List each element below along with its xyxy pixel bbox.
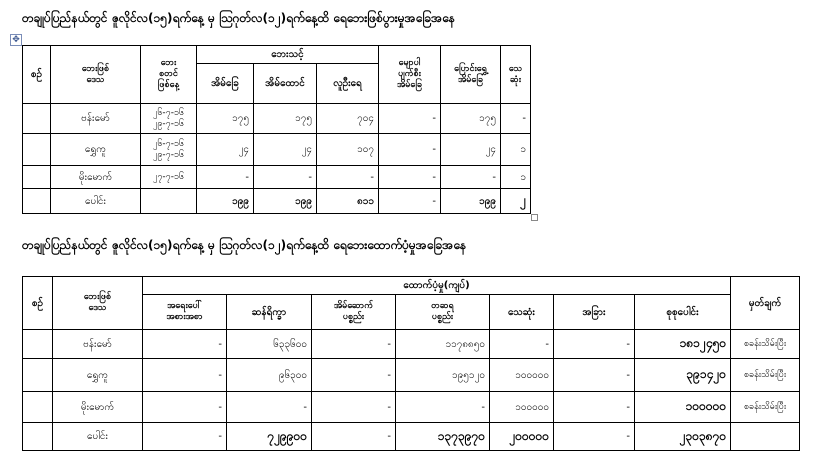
- row-other: -: [554, 392, 635, 423]
- row-persons: ၁၀၇: [317, 134, 379, 166]
- row-household-goods: -: [312, 330, 396, 359]
- col-header-other: အခြား: [554, 295, 635, 330]
- table-row: [23, 134, 531, 166]
- total-other: -: [554, 423, 635, 451]
- row-sum: ၁၈၁၂၄၅၀: [635, 330, 731, 359]
- row-rice: -: [227, 392, 312, 423]
- flood-incident-table: [22, 45, 531, 214]
- col-header-no: စဥ်: [23, 277, 53, 330]
- row-moved-homes: -: [441, 166, 501, 189]
- row-households: -: [197, 166, 254, 189]
- col-header-persons: လူဦးရေ: [317, 64, 379, 104]
- col-header-affected: ဘေးသင့်: [197, 46, 379, 64]
- col-header-food: အရေးပေါ် အစားအစာ: [143, 295, 227, 330]
- row-no: [23, 104, 51, 134]
- row-deaths: ၁: [501, 166, 531, 189]
- table1-title: တချုပ်ပြည်နယ်တွင် ဇူလိုင်လ(၁၅)ရက်နေ့ မှ ဩဂုတ်လ(၁၂)ရက်နေ့ထိ ရေဘေးဖြစ်ပွားမှုအခြေအနေ: [22, 11, 455, 25]
- row-food: -: [143, 359, 227, 392]
- row-date: ၂၆-၇-၁၆ ၂၉-၇-၁၆: [141, 104, 197, 134]
- row-other: -: [554, 330, 635, 359]
- row-families: ၂၄: [254, 134, 317, 166]
- row-no: [23, 392, 53, 423]
- row-no: [23, 166, 51, 189]
- total-row: [23, 189, 531, 214]
- table-row: [23, 330, 800, 359]
- col-header-deaths: သေ ဆုံး: [501, 46, 531, 104]
- row-death-aid: ၁၀၀၀၀၀: [490, 392, 554, 423]
- table-resize-handle[interactable]: [531, 214, 538, 221]
- row-remarks: စခန်းသိမ်းပြီး: [731, 392, 800, 423]
- total-households: ၁၉၉: [197, 189, 254, 214]
- row-rice: ၉၆၃၀၀: [227, 359, 312, 392]
- row-place: မိုးမောက်: [51, 166, 141, 189]
- row-families: -: [254, 166, 317, 189]
- col-header-death-aid: သေဆုံး: [490, 295, 554, 330]
- row-death-aid: -: [490, 330, 554, 359]
- row-place: ဗန်းမော်: [51, 104, 141, 134]
- total-death-aid: ၂၀၀၀၀၀: [490, 423, 554, 451]
- row-other: -: [554, 359, 635, 392]
- row-lost-homes: -: [379, 134, 441, 166]
- table-row: [23, 166, 531, 189]
- total-row: [23, 423, 800, 451]
- row-food: -: [143, 330, 227, 359]
- row-deaths: ၁: [501, 134, 531, 166]
- row-place: ဗန်းမော်: [53, 330, 143, 359]
- col-header-rice: ဆန်ရိက္ခာ: [227, 295, 312, 330]
- total-misc-goods: ၁၃၇၃၉၇၀: [396, 423, 490, 451]
- total-no: [23, 423, 53, 451]
- total-date: [141, 189, 197, 214]
- total-sum: ၂၃၀၃၈၇၀: [635, 423, 731, 451]
- row-place: ရွှေကူ: [53, 359, 143, 392]
- col-header-families: အိမ်ထောင်: [254, 64, 317, 104]
- row-sum: ၃၉၁၄၂၀: [635, 359, 731, 392]
- row-remarks: စခန်းသိမ်းပြီး: [731, 359, 800, 392]
- row-place: ရွှေကူ: [51, 134, 141, 166]
- table-row: [23, 104, 531, 134]
- col-header-households: အိမ်ခြေ: [197, 64, 254, 104]
- row-deaths: -: [501, 104, 531, 134]
- row-date: ၂၆-၇-၁၆ ၂၉-၇-၁၆: [141, 134, 197, 166]
- total-household-goods: -: [312, 423, 396, 451]
- total-lost-homes: -: [379, 189, 441, 214]
- row-persons: -: [317, 166, 379, 189]
- total-remarks: [731, 423, 800, 451]
- total-families: ၁၉၉: [254, 189, 317, 214]
- row-moved-homes: ၂၄: [441, 134, 501, 166]
- col-header-place: ဘေးဖြစ် ဒေသ: [51, 46, 141, 104]
- col-header-remarks: မှတ်ချက်: [731, 277, 800, 330]
- row-no: [23, 330, 53, 359]
- table-move-handle-icon[interactable]: ✥: [10, 34, 22, 46]
- total-rice: ၇၂၉၉၀၀: [227, 423, 312, 451]
- table2-title: တချုပ်ပြည်နယ်တွင် ဇူလိုင်လ(၁၅)ရက်နေ့ မှ ဩဂုတ်လ(၁၂)ရက်နေ့ထိ ရေဘေးထောက်ပံ့မှုအခြေအနေ: [22, 238, 467, 252]
- row-persons: ၇၀၄: [317, 104, 379, 134]
- row-misc-goods: ၁၁၇၈၈၅၀: [396, 330, 490, 359]
- flood-aid-table: [22, 276, 800, 451]
- table-row: [23, 392, 800, 423]
- total-food: -: [143, 423, 227, 451]
- row-no: [23, 359, 53, 392]
- col-header-moved-homes: ပြောင်းရွှေ့ အိမ်ခြေ: [441, 46, 501, 104]
- total-label: ပေါင်း: [53, 423, 143, 451]
- col-header-aid: ထောက်ပံ့မှု(ကျပ်): [143, 277, 731, 295]
- header-row: [23, 277, 800, 295]
- row-misc-goods: ၁၉၅၁၂၀: [396, 359, 490, 392]
- header-row: [23, 46, 531, 64]
- col-header-place: ဘေးဖြစ် ဒေသ: [53, 277, 143, 330]
- total-persons: ၈၁၁: [317, 189, 379, 214]
- row-household-goods: -: [312, 392, 396, 423]
- col-header-no: စဥ်: [23, 46, 51, 104]
- row-rice: ၆၃၃၆၀၀: [227, 330, 312, 359]
- col-header-household-goods: အိမ်ဆောက် ပစ္စည်း: [312, 295, 396, 330]
- row-families: ၁၇၅: [254, 104, 317, 134]
- row-households: ၂၄: [197, 134, 254, 166]
- col-header-lost-homes: မျောပါ ပျက်စီး အိမ်ခြေ: [379, 46, 441, 104]
- row-death-aid: ၁၀၀၀၀၀: [490, 359, 554, 392]
- row-sum: ၁၀၀၀၀၀: [635, 392, 731, 423]
- row-households: ၁၇၅: [197, 104, 254, 134]
- col-header-sum: စုစုပေါင်း: [635, 295, 731, 330]
- row-place: မိုးမောက်: [53, 392, 143, 423]
- row-no: [23, 134, 51, 166]
- row-household-goods: -: [312, 359, 396, 392]
- row-lost-homes: -: [379, 104, 441, 134]
- col-header-date: ဘေး စတင် ဖြစ်နေ့: [141, 46, 197, 104]
- row-lost-homes: -: [379, 166, 441, 189]
- row-moved-homes: ၁၇၅: [441, 104, 501, 134]
- total-deaths: ၂: [501, 189, 531, 214]
- col-header-misc-goods: တဆရ ပစ္စည်း: [396, 295, 490, 330]
- total-label: ပေါင်း: [51, 189, 141, 214]
- row-food: -: [143, 392, 227, 423]
- total-moved-homes: ၁၉၉: [441, 189, 501, 214]
- table-row: [23, 359, 800, 392]
- row-misc-goods: -: [396, 392, 490, 423]
- row-remarks: စခန်းသိမ်းပြီး: [731, 330, 800, 359]
- row-date: ၂၇-၇-၁၆: [141, 166, 197, 189]
- total-no: [23, 189, 51, 214]
